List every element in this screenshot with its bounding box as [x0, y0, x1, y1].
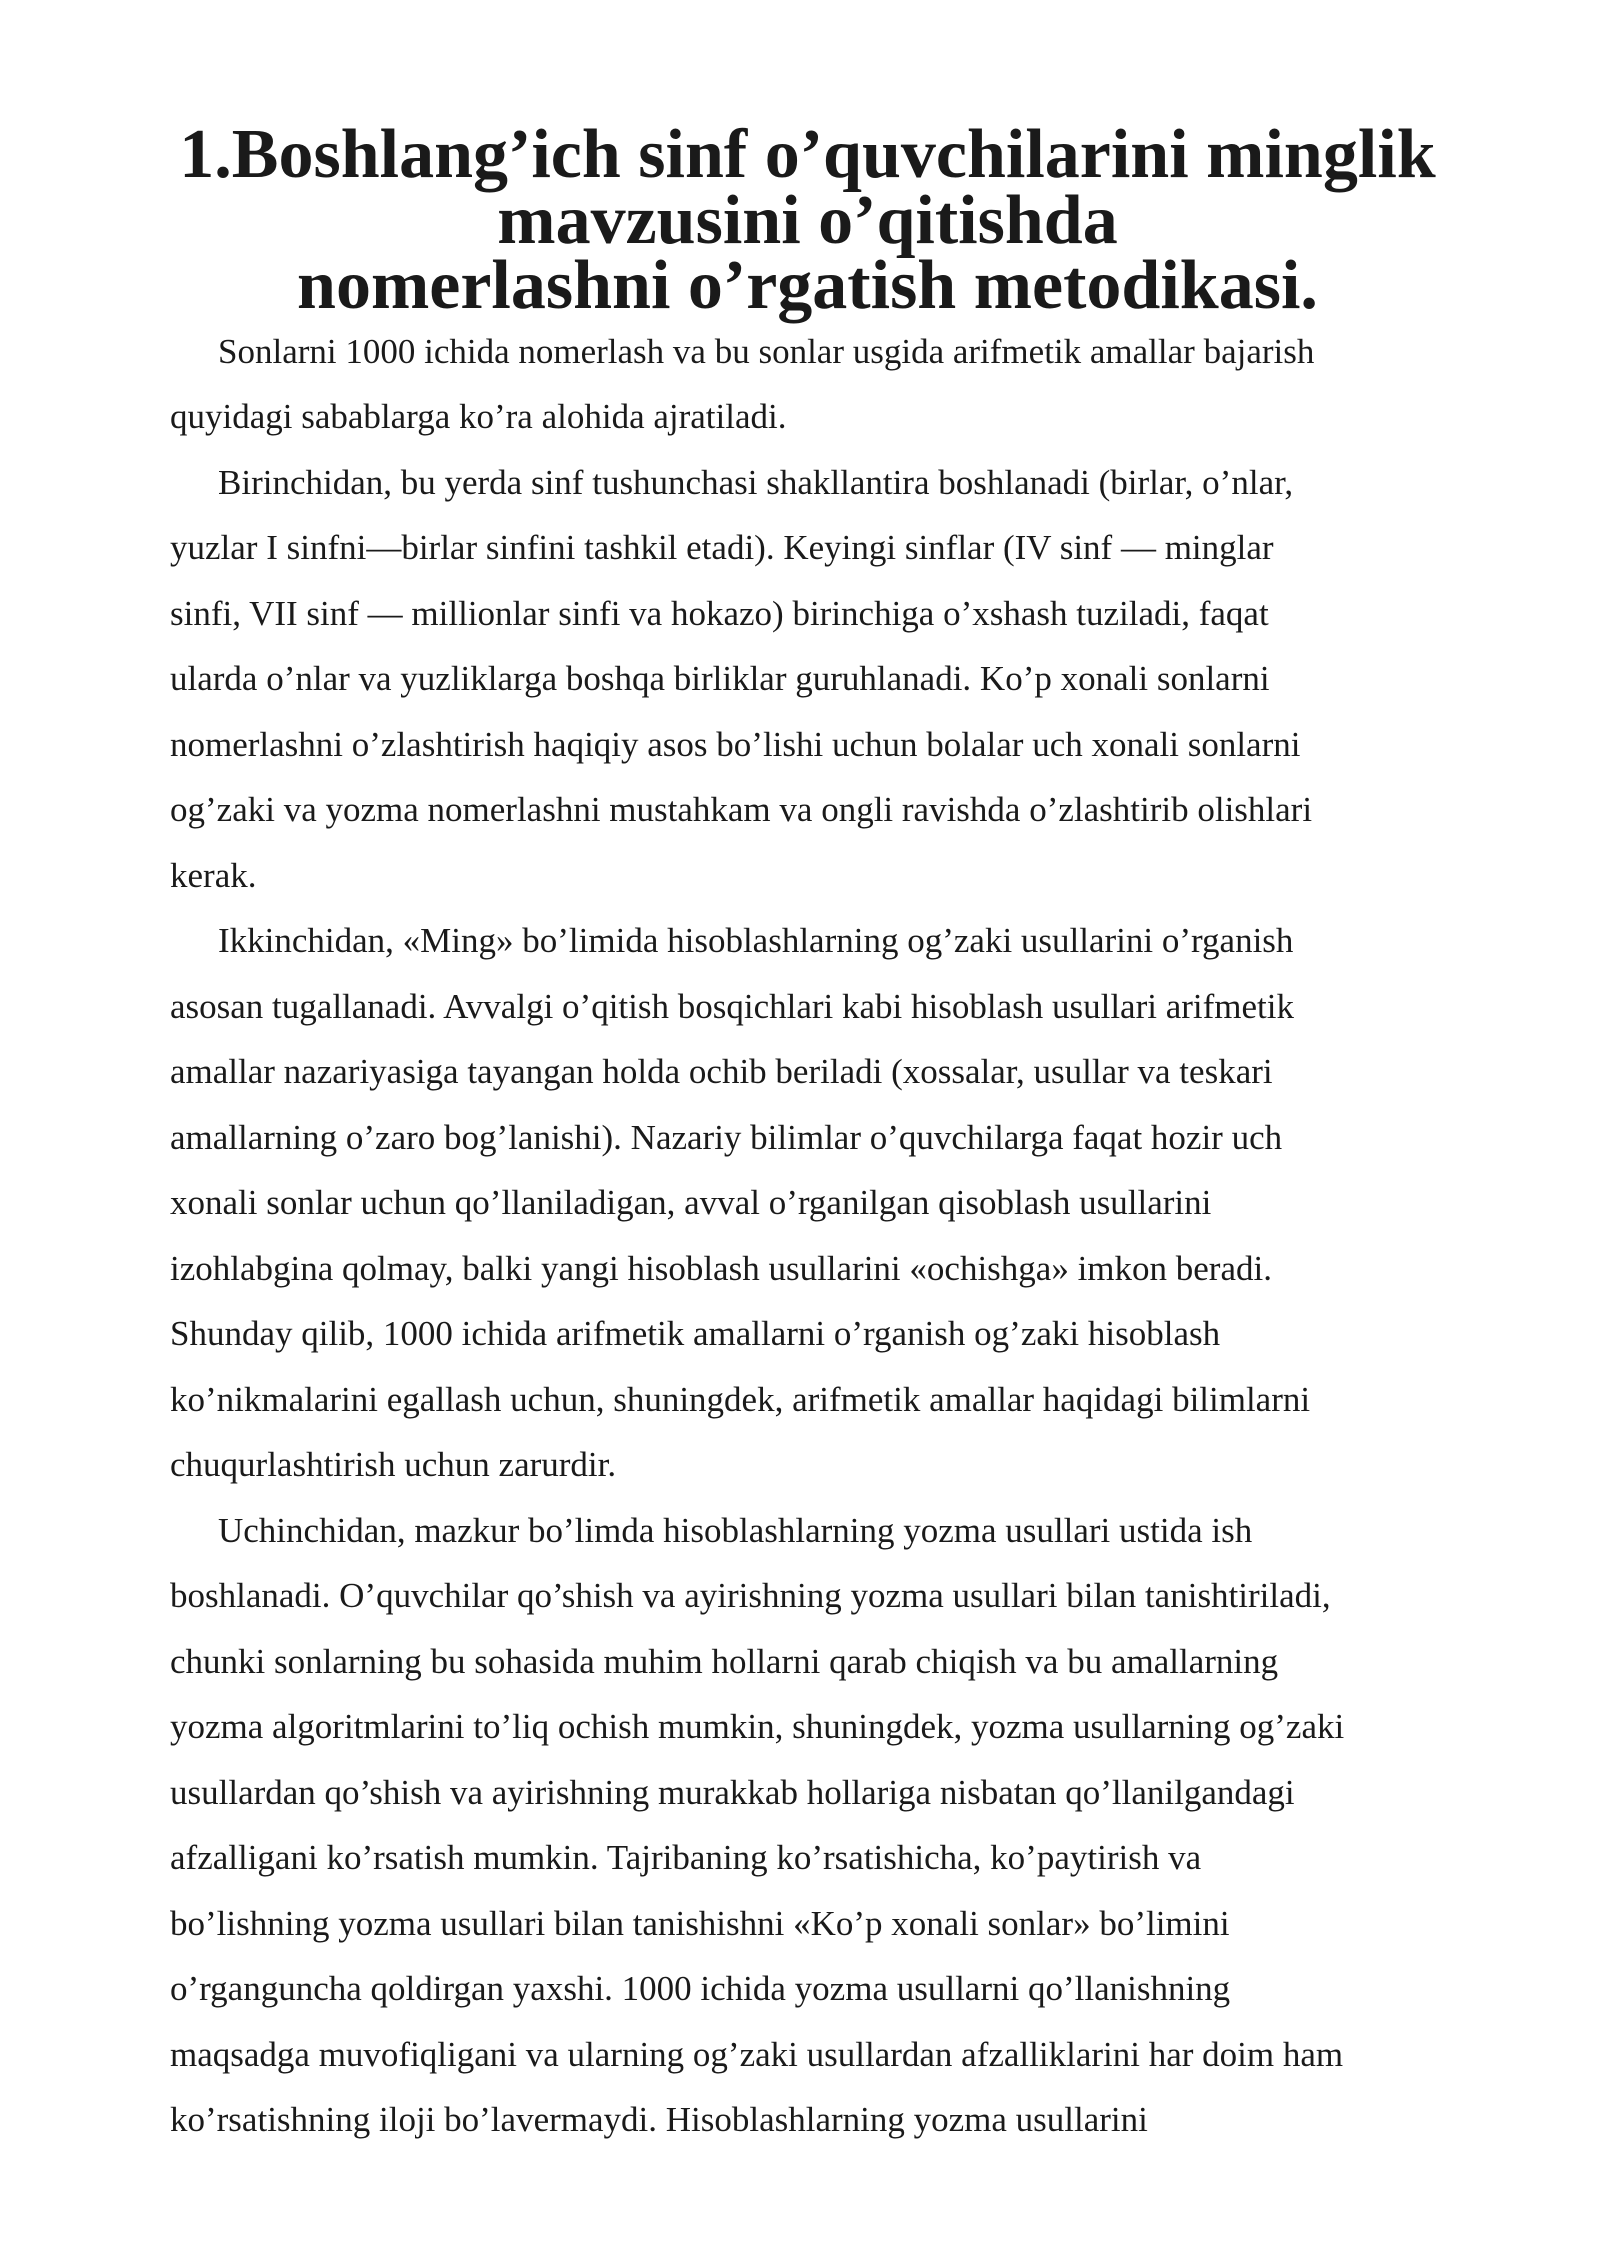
text-line: bo’lishning yozma usullari bilan tanishishni «Ko’p xonali sonlar» bo’limini: [170, 1903, 1230, 1943]
text-line: izohlabgina qolmay, balki yangi hisoblash usullarini «ochishga» imkon beradi.: [170, 1248, 1272, 1288]
text-line: Sonlarni 1000 ichida nomerlash va bu sonlar usgida arifmetik amallar bajarish: [218, 331, 1315, 371]
title-line: nomerlashni o’rgatish metodikasi.: [297, 247, 1318, 324]
text-line: Birinchidan, bu yerda sinf tushunchasi shakllantira boshlanadi (birlar, o’nlar,: [218, 462, 1294, 502]
text-line: maqsadga muvofiqligani va ularning og’zaki usullardan afzalliklarini har doim ham: [170, 2034, 1344, 2074]
text-line: ularda o’nlar va yuzliklarga boshqa birliklar guruhlanadi. Ko’p xonali sonlarni: [170, 659, 1270, 698]
text-line: amallarning o’zaro bog’lanishi). Nazariy bilimlar o’quvchilarga faqat hozir uch: [170, 1117, 1283, 1157]
text-line: Shunday qilib, 1000 ichida arifmetik amallarni o’rganish og’zaki hisoblash: [170, 1314, 1221, 1353]
text-line: o’rganguncha qoldirgan yaxshi. 1000 ichida yozma usullarni qo’llanishning: [170, 1969, 1231, 2008]
paragraph-4: [170, 1498, 1445, 2153]
text-line: Uchinchidan, mazkur bo’limda hisoblashlarning yozma usullari ustida ish: [218, 1510, 1253, 1550]
text-line: Ikkinchidan, «Ming» bo’limida hisoblashlarning og’zaki usullarini o’rganish: [218, 921, 1294, 960]
document-page: [170, 116, 1445, 2153]
text-line: yuzlar I sinfni—birlar sinfini tashkil etadi). Keyingi sinflar (IV sinf — minglar: [170, 528, 1274, 567]
text-line: xonali sonlar uchun qo’llaniladigan, avval o’rganilgan qisoblash usullarini: [170, 1183, 1212, 1222]
text-line: asosan tugallanadi. Avvalgi o’qitish bosqichlari kabi hisoblash usullari arifmetik: [170, 986, 1294, 1026]
paragraph-3: [170, 908, 1445, 1498]
document-title: [170, 116, 1445, 324]
text-line: ko’nikmalarini egallash uchun, shuningdek, arifmetik amallar haqidagi bilimlarni: [170, 1379, 1311, 1419]
text-line: ko’rsatishning iloji bo’lavermaydi. Hisoblashlarning yozma usullarini: [170, 2100, 1148, 2139]
text-line: amallar nazariyasiga tayangan holda ochib beriladi (xossalar, usullar va teskari: [170, 1052, 1273, 1091]
text-line: yozma algoritmlarini to’liq ochish mumkin, shuningdek, yozma usullarning og’zaki: [170, 1707, 1345, 1746]
text-line: usullardan qo’shish va ayirishning murakkab hollariga nisbatan qo’llanilgandagi: [170, 1772, 1295, 1812]
paragraph-2: [170, 450, 1445, 909]
title-line: 1.Boshlang’ich sinf o’quvchilarini minglik mavzusini o’qitishda: [179, 116, 1436, 259]
text-line: chunki sonlarning bu sohasida muhim hollarni qarab chiqish va bu amallarning: [170, 1641, 1279, 1681]
text-line: afzalligani ko’rsatish mumkin. Tajribaning ko’rsatishicha, ko’paytirish va: [170, 1838, 1202, 1877]
text-line: og’zaki va yozma nomerlashni mustahkam va ongli ravishda o’zlashtirib olishlari: [170, 790, 1313, 829]
text-line: kerak.: [170, 855, 257, 895]
text-line: sinfi, VII sinf — millionlar sinfi va hokazo) birinchiga o’xshash tuziladi, faqat: [170, 593, 1269, 633]
text-line: quyidagi sabablarga ko’ra alohida ajratiladi.: [170, 397, 787, 436]
paragraph-1: [170, 319, 1445, 450]
text-line: chuqurlashtirish uchun zarurdir.: [170, 1445, 617, 1484]
text-line: nomerlashni o’zlashtirish haqiqiy asos bo’lishi uchun bolalar uch xonali sonlarni: [170, 724, 1301, 764]
text-line: boshlanadi. O’quvchilar qo’shish va ayirishning yozma usullari bilan tanishtiriladi,: [170, 1576, 1331, 1615]
